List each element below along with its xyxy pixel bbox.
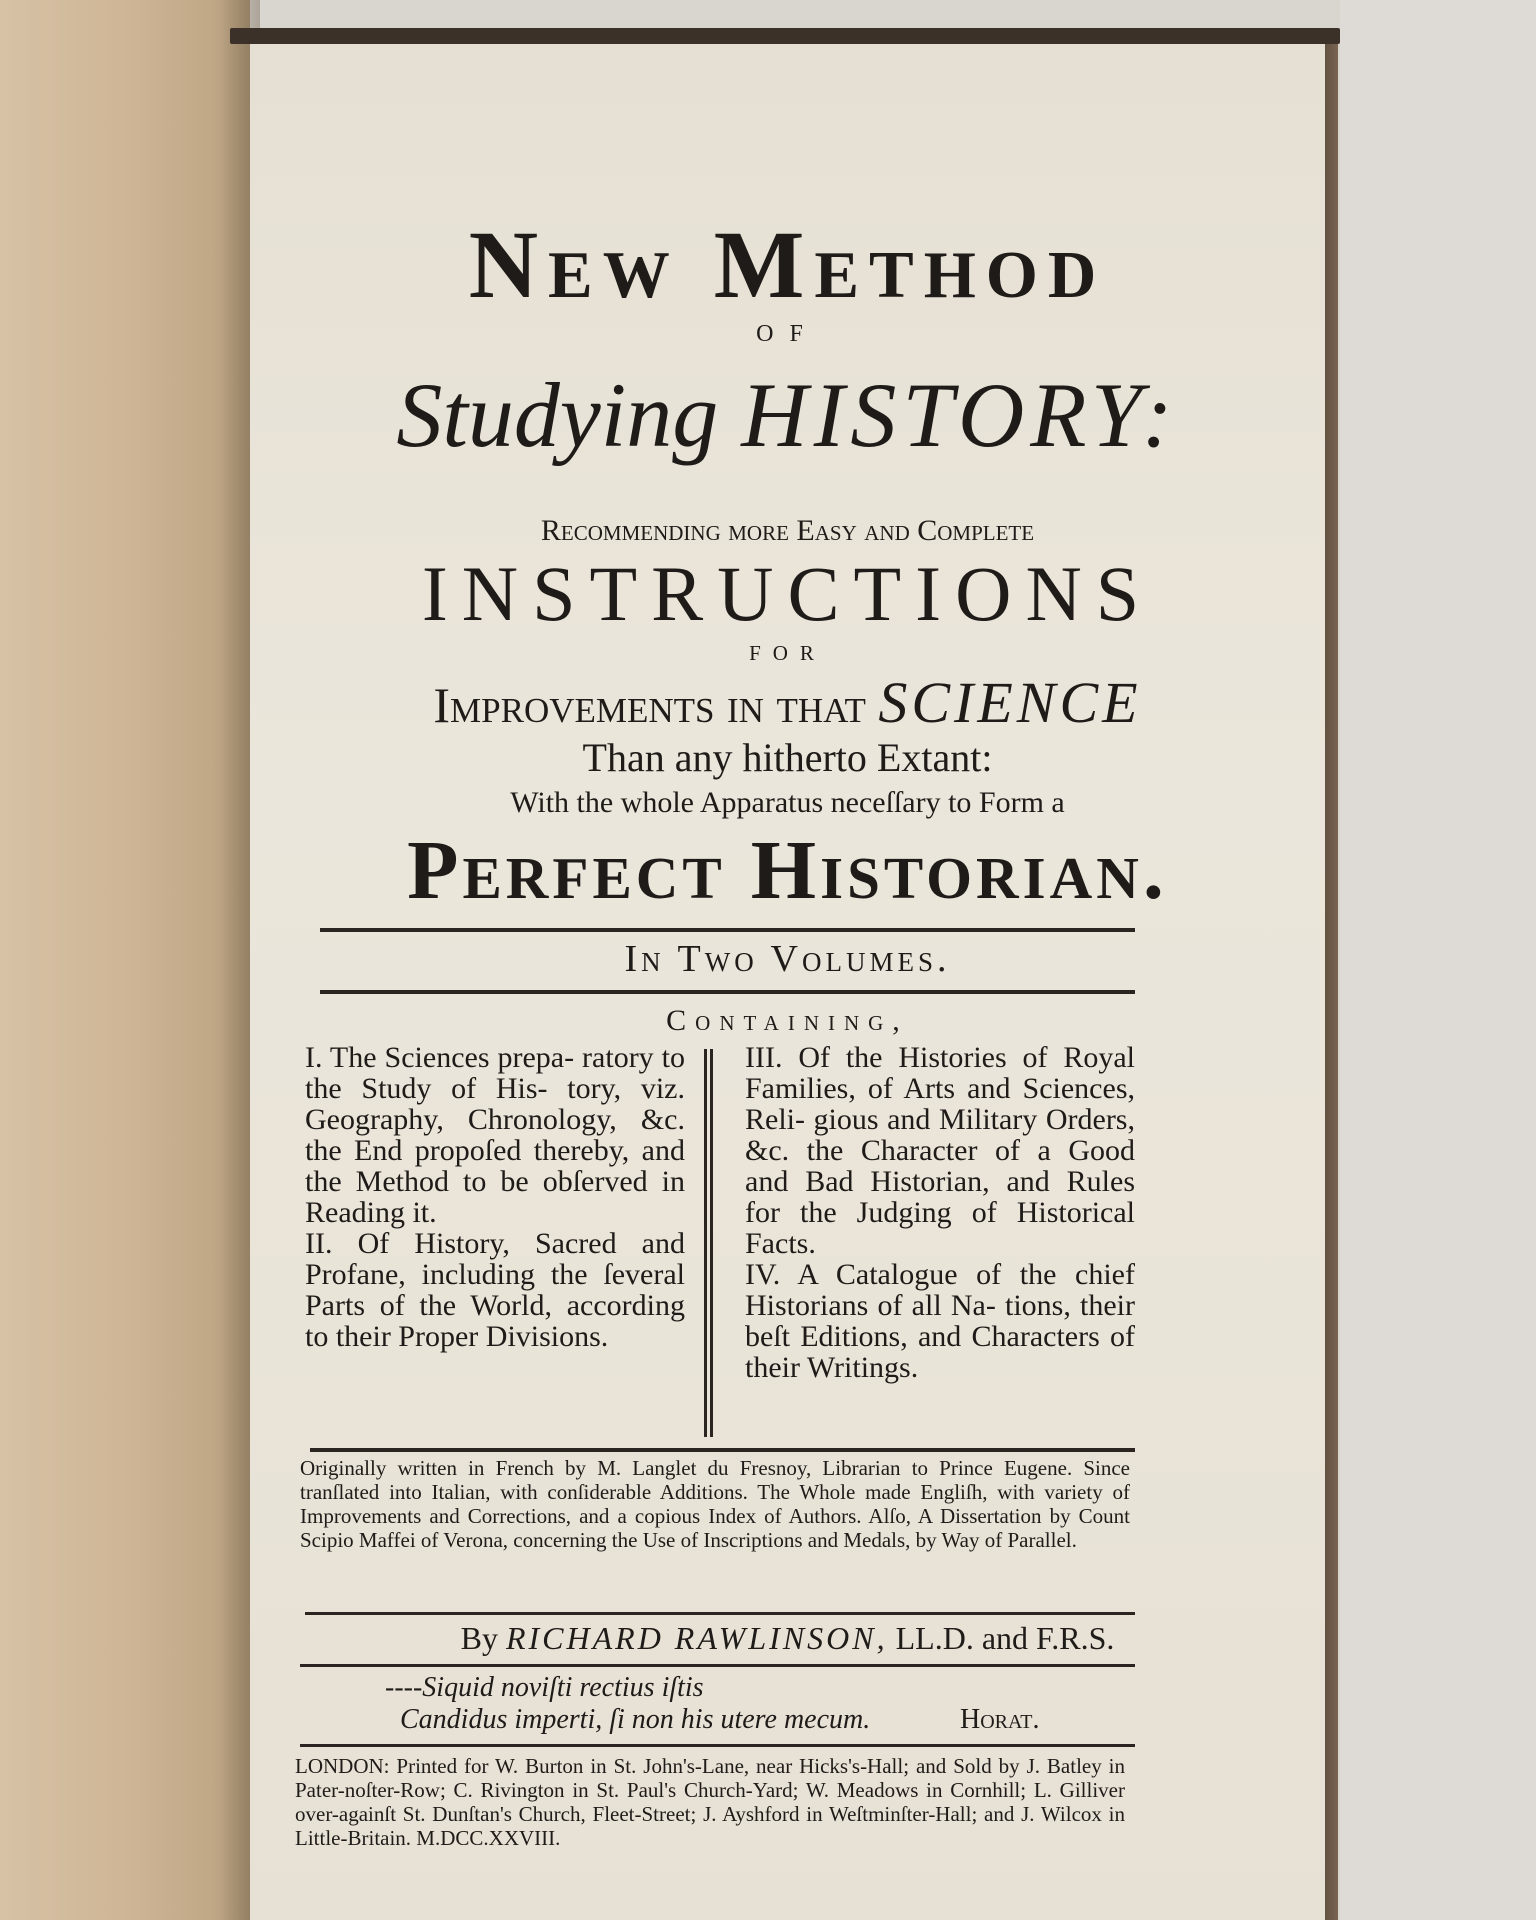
rule-3 bbox=[310, 1448, 1135, 1452]
left-page bbox=[0, 0, 250, 1920]
background bbox=[1340, 0, 1536, 1920]
title-line-4: Recommending more Easy and Complete bbox=[540, 514, 1035, 547]
column-rule-a bbox=[704, 1049, 707, 1437]
rule-5 bbox=[300, 1664, 1135, 1667]
title-history: HISTORY: bbox=[741, 364, 1179, 466]
author-line bbox=[250, 1620, 1325, 1657]
rule-4 bbox=[305, 1612, 1135, 1615]
title-line-3 bbox=[250, 362, 1325, 468]
rule-2 bbox=[320, 990, 1135, 994]
title-line-8: Than any hitherto Extant: bbox=[582, 735, 993, 780]
contents-item-2: II. Of History, Sacred and Profane, including the ſeveral Parts of the World, according to their Proper Divisions. bbox=[305, 1227, 685, 1353]
imprint: LONDON: Printed for W. Burton in St. John's-Lane, near Hicks's-Hall; and Sold by J. Batley in Pater-noſter-Row; C. Rivington in St. Paul's Church-Yard; W. Meadows in Cornhill; L. Gilliver over-againſt St. Dunſtan's Church, Fleet-Street; J. Ayshford in Weſtminſter-Hall; and J. Wilcox in Little-Britain. M.DCC.XXVIII. bbox=[295, 1754, 1125, 1850]
title-science: SCIENCE bbox=[878, 670, 1142, 735]
motto-source: Horat. bbox=[960, 1704, 1040, 1735]
title-line-7 bbox=[250, 669, 1325, 736]
title-line-2: of bbox=[756, 312, 819, 349]
column-rule-b bbox=[710, 1049, 713, 1437]
book-top-edge bbox=[230, 28, 1340, 44]
motto-line-1: ----Siquid noviſti rectius iſtis bbox=[385, 1672, 704, 1703]
original-note: Originally written in French by M. Langlet du Fresnoy, Librarian to Prince Eugene. Since tranſlated into Italian, with conſiderable Additions. The Whole made Engliſh, with variety of Improvements and Corrections, and a copious Index of Authors. Alſo, A Dissertation by Count Scipio Maffei of Verona, concerning the Use of Inscriptions and Medals, by Way of Parallel. bbox=[300, 1456, 1130, 1552]
title-line-5: INSTRUCTIONS bbox=[421, 550, 1154, 637]
contents-left bbox=[305, 1042, 685, 1352]
author-by: By bbox=[460, 1620, 498, 1656]
motto-line-2: Candidus imperti, ſi non his utere mecum. bbox=[400, 1704, 871, 1735]
contents-item-4: IV. A Catalogue of the chief Historians of all Na- tions, their beſt Editions, and Characters of their Writings. bbox=[745, 1258, 1135, 1384]
title-improvements: Improvements in that bbox=[433, 677, 866, 733]
contents-item-1: I. The Sciences prepa- ratory to the Study of His- tory, viz. Geography, Chronology, &c. the End propoſed thereby, and the Method to be obſerved in Reading it. bbox=[305, 1041, 685, 1229]
rule-1 bbox=[320, 928, 1135, 932]
title-studying: Studying bbox=[396, 364, 719, 466]
rule-6 bbox=[300, 1744, 1135, 1747]
containing: Containing, bbox=[666, 1004, 909, 1037]
title-line-1: New Method bbox=[468, 211, 1107, 318]
contents-right bbox=[745, 1042, 1135, 1383]
volumes: In Two Volumes. bbox=[624, 938, 951, 980]
contents-item-3: III. Of the Histories of Royal Families, of Arts and Sciences, Reli- gious and Military Orders, &c. the Character of a Good and Bad Historian, and Rules for the Judging of Historical Facts. bbox=[745, 1041, 1135, 1260]
title-line-6: for bbox=[749, 634, 826, 667]
title-page bbox=[250, 44, 1325, 1920]
author-degrees: LL.D. and F.R.S. bbox=[895, 1620, 1115, 1656]
title-line-9: With the whole Apparatus neceſſary to Form a bbox=[510, 786, 1065, 819]
title-line-10: Perfect Historian. bbox=[407, 824, 1168, 917]
author-name: RICHARD RAWLINSON, bbox=[505, 1620, 888, 1656]
